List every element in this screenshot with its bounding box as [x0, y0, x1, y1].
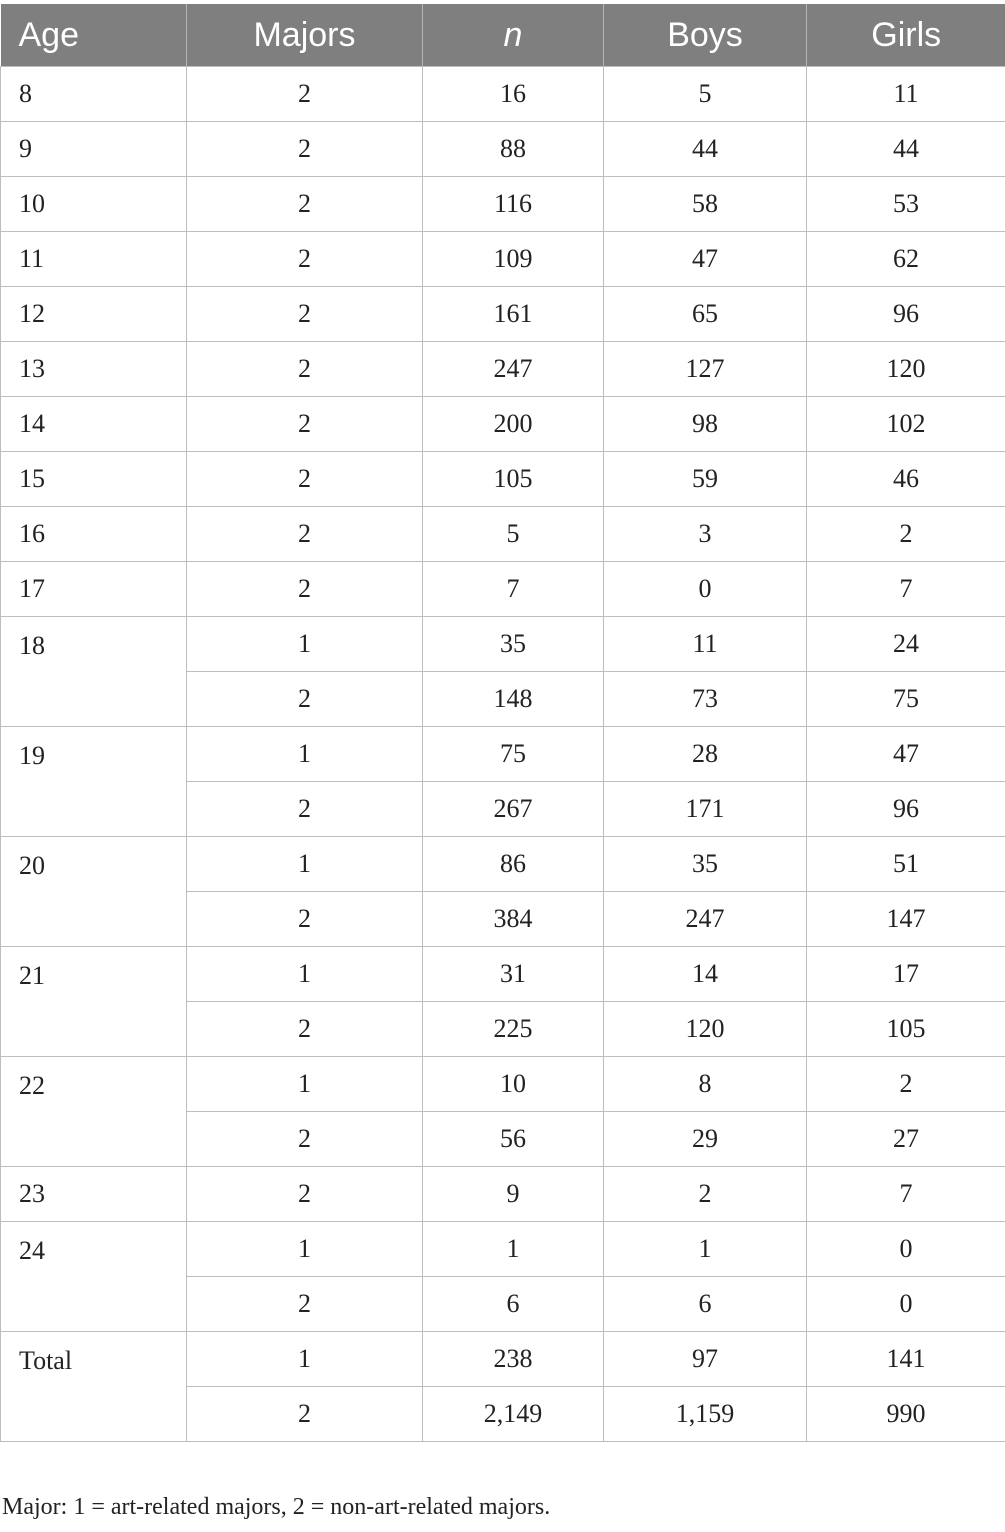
table-row [1, 1167, 1005, 1222]
girls-cell: 24 [807, 617, 1005, 672]
table-row [1, 452, 1005, 507]
majors-cell: 1 [187, 617, 423, 672]
girls-cell: 27 [807, 1112, 1005, 1167]
age-cell: 11 [1, 232, 187, 287]
n-cell: 75 [423, 727, 604, 782]
table-row [1, 837, 1005, 892]
boys-cell: 98 [604, 397, 807, 452]
header-girls: Girls [807, 4, 1005, 67]
majors-cell: 2 [187, 177, 423, 232]
girls-cell: 7 [807, 1167, 1005, 1222]
majors-cell: 2 [187, 1277, 423, 1332]
boys-cell: 0 [604, 562, 807, 617]
table-row [1, 727, 1005, 782]
header-n: n [423, 4, 604, 67]
majors-cell: 2 [187, 122, 423, 177]
table-row [1, 67, 1005, 122]
majors-cell: 2 [187, 562, 423, 617]
n-cell: 9 [423, 1167, 604, 1222]
age-cell: 14 [1, 397, 187, 452]
majors-cell: 2 [187, 782, 423, 837]
n-cell: 384 [423, 892, 604, 947]
age-cell: 9 [1, 122, 187, 177]
majors-cell: 2 [187, 1387, 423, 1442]
n-cell: 200 [423, 397, 604, 452]
age-cell: 18 [1, 617, 187, 727]
majors-cell: 2 [187, 287, 423, 342]
boys-cell: 35 [604, 837, 807, 892]
girls-cell: 75 [807, 672, 1005, 727]
girls-cell: 147 [807, 892, 1005, 947]
table-row-total [1, 1332, 1005, 1387]
age-cell: 17 [1, 562, 187, 617]
majors-cell: 2 [187, 1002, 423, 1057]
n-cell: 2,149 [423, 1387, 604, 1442]
table-row [1, 1057, 1005, 1112]
table-body [1, 67, 1005, 1442]
girls-cell: 96 [807, 782, 1005, 837]
majors-cell: 1 [187, 1332, 423, 1387]
n-cell: 86 [423, 837, 604, 892]
header-boys: Boys [604, 4, 807, 67]
girls-cell: 2 [807, 1057, 1005, 1112]
n-cell: 109 [423, 232, 604, 287]
girls-cell: 0 [807, 1222, 1005, 1277]
n-cell: 161 [423, 287, 604, 342]
n-cell: 7 [423, 562, 604, 617]
girls-cell: 17 [807, 947, 1005, 1002]
majors-cell: 1 [187, 1222, 423, 1277]
boys-cell: 247 [604, 892, 807, 947]
table-row [1, 232, 1005, 287]
boys-cell: 73 [604, 672, 807, 727]
majors-cell: 2 [187, 232, 423, 287]
boys-cell: 11 [604, 617, 807, 672]
n-cell: 225 [423, 1002, 604, 1057]
age-cell: 24 [1, 1222, 187, 1332]
girls-cell: 102 [807, 397, 1005, 452]
table-row [1, 617, 1005, 672]
table-footnote: Major: 1 = art-related majors, 2 = non-art-related majors. [2, 1494, 551, 1520]
girls-cell: 120 [807, 342, 1005, 397]
n-cell: 247 [423, 342, 604, 397]
girls-cell: 7 [807, 562, 1005, 617]
age-cell: 20 [1, 837, 187, 947]
boys-cell: 59 [604, 452, 807, 507]
n-cell: 1 [423, 1222, 604, 1277]
majors-cell: 2 [187, 67, 423, 122]
age-cell: 12 [1, 287, 187, 342]
n-cell: 116 [423, 177, 604, 232]
majors-cell: 2 [187, 452, 423, 507]
header-age: Age [1, 4, 187, 67]
n-cell: 148 [423, 672, 604, 727]
age-cell: 16 [1, 507, 187, 562]
girls-cell: 2 [807, 507, 1005, 562]
n-cell: 238 [423, 1332, 604, 1387]
majors-cell: 2 [187, 1112, 423, 1167]
header-majors: Majors [187, 4, 423, 67]
boys-cell: 65 [604, 287, 807, 342]
boys-cell: 2 [604, 1167, 807, 1222]
girls-cell: 96 [807, 287, 1005, 342]
n-cell: 31 [423, 947, 604, 1002]
boys-cell: 8 [604, 1057, 807, 1112]
girls-cell: 62 [807, 232, 1005, 287]
boys-cell: 28 [604, 727, 807, 782]
table-row [1, 342, 1005, 397]
majors-cell: 1 [187, 727, 423, 782]
girls-cell: 990 [807, 1387, 1005, 1442]
boys-cell: 120 [604, 1002, 807, 1057]
girls-cell: 51 [807, 837, 1005, 892]
boys-cell: 1 [604, 1222, 807, 1277]
girls-cell: 44 [807, 122, 1005, 177]
boys-cell: 14 [604, 947, 807, 1002]
girls-cell: 0 [807, 1277, 1005, 1332]
n-cell: 88 [423, 122, 604, 177]
table-row [1, 562, 1005, 617]
majors-cell: 2 [187, 507, 423, 562]
majors-cell: 2 [187, 892, 423, 947]
majors-cell: 1 [187, 1057, 423, 1112]
boys-cell: 6 [604, 1277, 807, 1332]
majors-cell: 2 [187, 672, 423, 727]
total-label-cell: Total [1, 1332, 187, 1442]
table-header [1, 4, 1005, 67]
boys-cell: 29 [604, 1112, 807, 1167]
boys-cell: 1,159 [604, 1387, 807, 1442]
girls-cell: 53 [807, 177, 1005, 232]
age-cell: 23 [1, 1167, 187, 1222]
majors-cell: 2 [187, 1167, 423, 1222]
n-cell: 105 [423, 452, 604, 507]
boys-cell: 58 [604, 177, 807, 232]
girls-cell: 46 [807, 452, 1005, 507]
boys-cell: 3 [604, 507, 807, 562]
boys-cell: 47 [604, 232, 807, 287]
girls-cell: 11 [807, 67, 1005, 122]
majors-cell: 1 [187, 837, 423, 892]
age-cell: 8 [1, 67, 187, 122]
age-cell: 21 [1, 947, 187, 1057]
table-row [1, 287, 1005, 342]
table-row [1, 177, 1005, 232]
n-cell: 10 [423, 1057, 604, 1112]
boys-cell: 97 [604, 1332, 807, 1387]
n-cell: 16 [423, 67, 604, 122]
boys-cell: 44 [604, 122, 807, 177]
majors-cell: 2 [187, 397, 423, 452]
age-cell: 15 [1, 452, 187, 507]
boys-cell: 127 [604, 342, 807, 397]
majors-cell: 1 [187, 947, 423, 1002]
n-cell: 35 [423, 617, 604, 672]
boys-cell: 5 [604, 67, 807, 122]
table-row [1, 507, 1005, 562]
boys-cell: 171 [604, 782, 807, 837]
n-cell: 6 [423, 1277, 604, 1332]
table-row [1, 397, 1005, 452]
table-row [1, 122, 1005, 177]
table-row [1, 1222, 1005, 1277]
age-cell: 13 [1, 342, 187, 397]
girls-cell: 105 [807, 1002, 1005, 1057]
majors-cell: 2 [187, 342, 423, 397]
age-cell: 10 [1, 177, 187, 232]
n-cell: 5 [423, 507, 604, 562]
header-row [1, 4, 1005, 67]
n-cell: 267 [423, 782, 604, 837]
age-cell: 22 [1, 1057, 187, 1167]
girls-cell: 47 [807, 727, 1005, 782]
girls-cell: 141 [807, 1332, 1005, 1387]
demographics-table [0, 4, 1005, 1442]
age-cell: 19 [1, 727, 187, 837]
n-cell: 56 [423, 1112, 604, 1167]
table-row [1, 947, 1005, 1002]
